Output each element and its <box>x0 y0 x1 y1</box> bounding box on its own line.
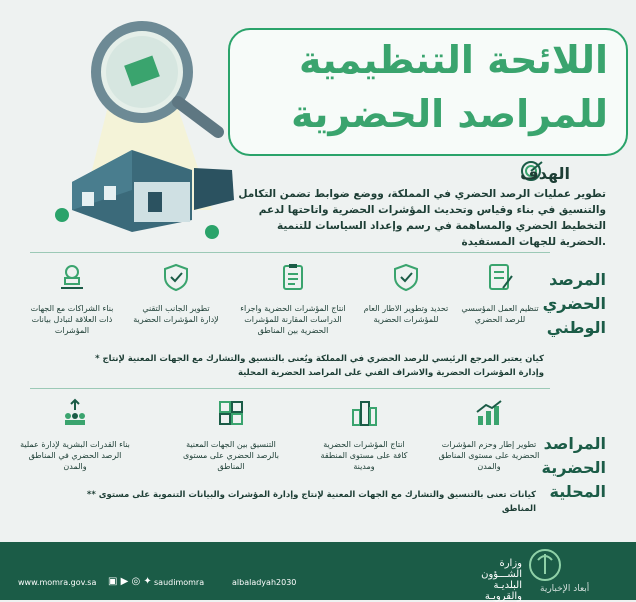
shield-check-icon <box>161 262 191 292</box>
national-item-5 <box>24 262 120 336</box>
local-item-3-text: التنسيق بين الجهات المعنية بالرصد الحضري على مستوى المناطق <box>183 440 279 471</box>
magnifier-building-illustration <box>22 10 262 250</box>
stamp-hand-icon <box>57 262 87 292</box>
shield-check-icon <box>391 262 421 292</box>
watermark: أبعاد الإخبارية <box>540 584 590 594</box>
ministry-emblem-icon <box>528 548 562 582</box>
local-item-4-text: بناء القدرات البشرية لإدارة عملية الرصد الحضري في المناطق والمدن <box>20 440 130 471</box>
national-item-3 <box>240 262 346 336</box>
clipboard-list-icon <box>278 262 308 292</box>
social-handle-albaladyah[interactable]: albaladyah2030 <box>232 578 297 587</box>
local-item-2-text: انتاج المؤشرات الحضرية كافة على مستوى المنطقة ومدينة <box>320 440 408 471</box>
ministry-line2: البلديـة والقرويـة <box>484 580 522 602</box>
national-label-line1: المرصد <box>549 270 606 289</box>
city-buildings-icon <box>349 398 379 428</box>
national-label-line3: الوطني <box>546 318 606 337</box>
puzzle-icon <box>216 398 246 428</box>
local-item-1-text: تطوير إطار وحزم المؤشرات الحضرية على مستوى المناطق والمدن <box>438 440 540 471</box>
national-item-3-text: انتاج المؤشرات الحضرية واجراء الدراسات المقارنة للمؤشرات الحضرية بين المناطق <box>240 304 346 335</box>
local-item-2 <box>316 398 412 472</box>
national-item-4 <box>132 262 220 325</box>
local-note: ** كيانات تعنى بالتنسيق والتشارك مع الجهات المعنية لإنتاج وإدارة المؤشرات والبيانات التنموية على مستوى المناطق <box>86 490 536 514</box>
section-divider-1 <box>30 252 550 253</box>
local-item-4 <box>20 398 130 472</box>
national-note-line1: * كيان يعتبر المرجع الرئيسي للرصد الحضري في المملكة ويُعنى بالتنسيق والتشارك مع الجهات المعنية لإنتاج <box>95 354 544 364</box>
goal-text: تطوير عمليات الرصد الحضري في المملكة، ووضع ضوابط تضمن التكامل والتنسيق في بناء وقياس وتحديث المؤشرات الحضرية واتاحتها لدعم التخطيط الحضري والمساهمة في رسم وإعداد السياسات للتنمية الحضرية للجهات المستفيدة. <box>238 188 606 248</box>
local-label-line1: المراصد <box>543 434 606 453</box>
local-label-line3: المحلية <box>549 482 606 501</box>
national-note-line2: وإدارة المؤشرات الحضرية والاشراف الفني على المراصد الحضرية المحلية <box>237 368 544 378</box>
social-handle-saudimomra[interactable]: saudimomra <box>154 578 205 587</box>
ministry-line1: وزارة الشـــؤون <box>481 558 522 580</box>
page-title-line1: اللائحة التنظيمية <box>299 38 608 82</box>
ministry-name <box>456 558 522 602</box>
national-label-line2: الحضري <box>542 294 606 313</box>
local-label-line2: الحضرية <box>541 458 606 477</box>
growth-chart-icon <box>474 398 504 428</box>
checklist-pen-icon <box>485 262 515 292</box>
local-item-1 <box>434 398 544 472</box>
national-item-2 <box>362 262 450 325</box>
website-link[interactable]: www.momra.gov.sa <box>18 578 97 587</box>
national-item-5-text: بناء الشراكات مع الجهات ذات العلاقة لتبادل بيانات المؤشرات <box>30 304 114 335</box>
national-item-2-text: تحديد وتطوير الاطار العام للمؤشرات الحضرية <box>363 304 449 324</box>
social-icons[interactable]: ▣ ▶ ◎ ✦ <box>108 576 152 587</box>
page-title-line2: للمراصد الحضرية <box>291 92 608 136</box>
national-note <box>74 352 544 380</box>
team-growth-icon <box>60 398 90 428</box>
national-item-4-text: تطوير الجانب التقني لإدارة المؤشرات الحضرية <box>133 304 219 324</box>
national-item-1 <box>456 262 544 325</box>
goal-heading: الهدف <box>520 164 570 183</box>
local-item-3 <box>176 398 286 472</box>
section-divider-2 <box>30 388 550 389</box>
national-item-1-text: تنظيم العمل المؤسسي للرصد الحضري <box>461 304 539 324</box>
